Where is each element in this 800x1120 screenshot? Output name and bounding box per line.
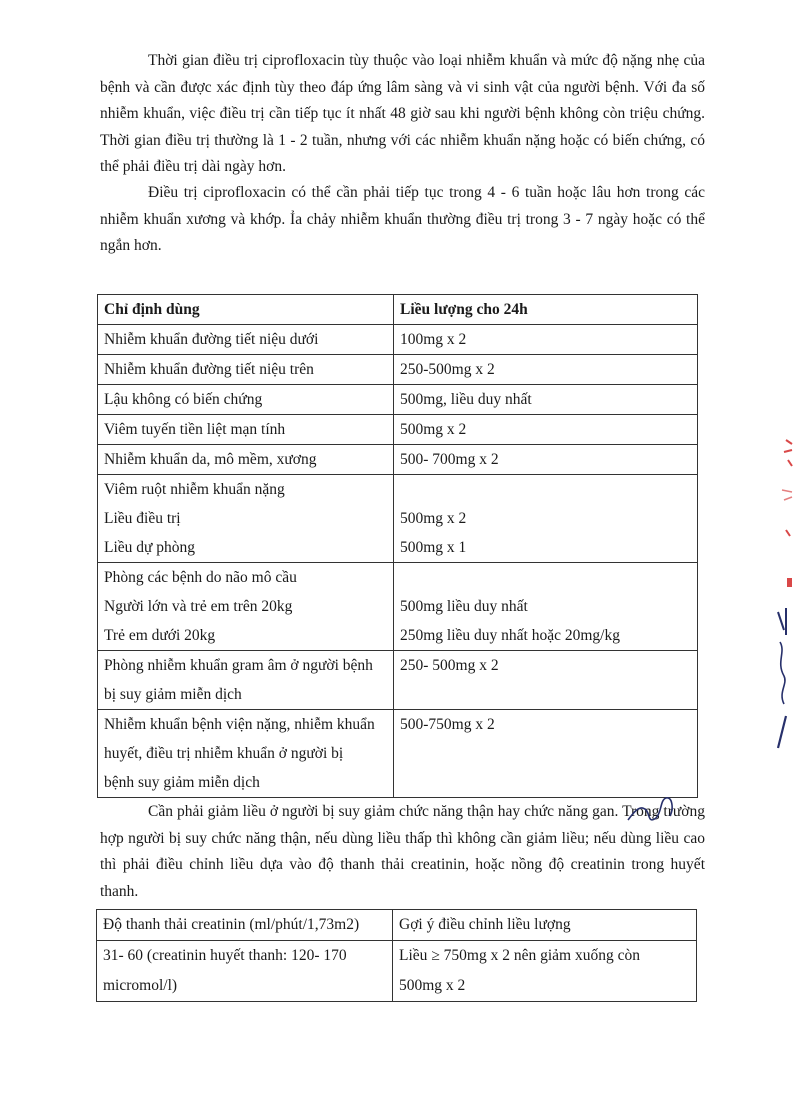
cell-line: 250- 500mg x 2 xyxy=(400,657,499,674)
table-cell xyxy=(98,445,394,475)
cell-line: 500mg, liều duy nhất xyxy=(400,391,532,408)
cell-line: 500mg x 2 xyxy=(400,510,467,527)
cell-line xyxy=(400,680,691,709)
cell-line: 250mg liều duy nhất hoặc 20mg/kg xyxy=(400,627,620,644)
table-cell xyxy=(394,475,698,563)
paragraph-bone-joint: Điều trị ciprofloxacin có thể cần phải tiếp tục trong 4 - 6 tuần hoặc lâu hơn trong các nhiễm khuẩn xương và khớp. Ỉa chảy nhiễm khuẩn thường điều trị trong 3 - 7 ngày hoặc có thể ngắn hơn. xyxy=(100,184,705,254)
table-cell xyxy=(98,710,394,798)
cell-line: Viêm tuyến tiền liệt mạn tính xyxy=(104,421,286,438)
handwritten-initial-mark xyxy=(620,790,680,830)
table-header-row xyxy=(97,910,697,941)
cell-line: 250-500mg x 2 xyxy=(400,361,495,378)
table-row xyxy=(98,475,698,563)
cell-line: 500-750mg x 2 xyxy=(400,716,495,733)
header-label: Gợi ý điều chỉnh liều lượng xyxy=(399,916,571,933)
table-cell xyxy=(98,651,394,710)
table-cell xyxy=(97,941,393,1002)
header-label: Liều lượng cho 24h xyxy=(400,301,528,318)
seal-fragment-right-margin xyxy=(764,430,800,760)
cell-line: bị suy giảm miễn dịch xyxy=(104,686,242,703)
cell-line: Liều dự phòng xyxy=(104,539,196,556)
cell-line: Nhiễm khuẩn bệnh viện nặng, nhiễm khuẩn xyxy=(104,716,375,733)
table-cell xyxy=(394,563,698,651)
renal-adjustment-table xyxy=(96,909,697,1002)
table-row xyxy=(98,415,698,445)
table-header-cell xyxy=(394,295,698,325)
cell-line: 100mg x 2 xyxy=(400,331,467,348)
paragraph-renal-adjustment: Cần phải giảm liều ở người bị suy giảm chức năng thận hay chức năng gan. Trong trường hợp người bị suy chức năng thận, nếu dùng liều thấp thì không cần giảm liều; nếu dùng liều cao thì phải điều chỉnh liều dựa vào độ thanh thải creatinin, hoặc nồng độ creatinin trong huyết thanh. xyxy=(100,803,705,900)
cell-line xyxy=(400,739,691,768)
cell-line: Trẻ em dưới 20kg xyxy=(104,627,216,644)
table-cell xyxy=(394,385,698,415)
table-row xyxy=(98,563,698,651)
table-row xyxy=(98,651,698,710)
table-cell xyxy=(394,710,698,798)
table-cell xyxy=(98,563,394,651)
table-cell xyxy=(98,325,394,355)
cell-line: 500- 700mg x 2 xyxy=(400,451,499,468)
table-cell xyxy=(98,475,394,563)
table-row xyxy=(98,355,698,385)
cell-line: Phòng nhiễm khuẩn gram âm ở người bệnh xyxy=(104,657,373,674)
table-header-cell xyxy=(97,910,393,941)
cell-line: 500mg liều duy nhất xyxy=(400,598,528,615)
cell-line: Viêm ruột nhiễm khuẩn nặng xyxy=(104,481,285,498)
cell-line: Nhiễm khuẩn da, mô mềm, xương xyxy=(104,451,317,468)
table-row xyxy=(98,385,698,415)
cell-line: huyết, điều trị nhiễm khuẩn ở người bị xyxy=(104,745,344,762)
cell-line: micromol/l) xyxy=(103,977,178,994)
cell-line: Nhiễm khuẩn đường tiết niệu trên xyxy=(104,361,314,378)
cell-line: Lậu không có biến chứng xyxy=(104,391,263,408)
table-cell xyxy=(393,941,697,1002)
table-row xyxy=(98,325,698,355)
cell-line xyxy=(400,475,691,504)
table-header-row xyxy=(98,295,698,325)
header-label: Chỉ định dùng xyxy=(104,301,200,318)
cell-line: Liều điều trị xyxy=(104,510,181,527)
table-row xyxy=(98,445,698,475)
cell-line: 500mg x 2 xyxy=(399,977,466,994)
table-cell xyxy=(98,385,394,415)
table-header-cell xyxy=(98,295,394,325)
table-header-cell xyxy=(393,910,697,941)
cell-line: 500mg x 2 xyxy=(400,421,467,438)
cell-line: Nhiễm khuẩn đường tiết niệu dưới xyxy=(104,331,319,348)
paragraph-treatment-duration: Thời gian điều trị ciprofloxacin tùy thuộc vào loại nhiễm khuẩn và mức độ nặng nhẹ của bệnh và cần được xác định tùy theo đáp ứng lâm sàng và vi sinh vật của người bệnh. Với đa số nhiễm khuẩn, việc điều trị cần tiếp tục ít nhất 48 giờ sau khi người bệnh không còn triệu chứng. Thời gian điều trị thường là 1 - 2 tuần, nhưng với các nhiễm khuẩn nặng hoặc có biến chứng, có thể phải điều trị dài ngày hơn. xyxy=(100,52,705,175)
cell-line: 500mg x 1 xyxy=(400,539,467,556)
table-cell xyxy=(394,325,698,355)
table-cell xyxy=(394,415,698,445)
table-cell xyxy=(98,415,394,445)
table-cell xyxy=(98,355,394,385)
cell-line: Phòng các bệnh do não mô cầu xyxy=(104,569,297,586)
cell-line: Người lớn và trẻ em trên 20kg xyxy=(104,598,293,615)
table-cell xyxy=(394,651,698,710)
cell-line: bệnh suy giảm miễn dịch xyxy=(104,774,260,791)
cell-line: 31- 60 (creatinin huyết thanh: 120- 170 xyxy=(103,947,347,964)
table-row xyxy=(98,710,698,798)
dosage-table xyxy=(97,294,698,798)
table-cell xyxy=(394,445,698,475)
cell-line xyxy=(400,563,691,592)
cell-line: Liều ≥ 750mg x 2 nên giảm xuống còn xyxy=(399,947,640,964)
table-row xyxy=(97,941,697,1002)
header-label: Độ thanh thải creatinin (ml/phút/1,73m2) xyxy=(103,916,360,933)
table-cell xyxy=(394,355,698,385)
